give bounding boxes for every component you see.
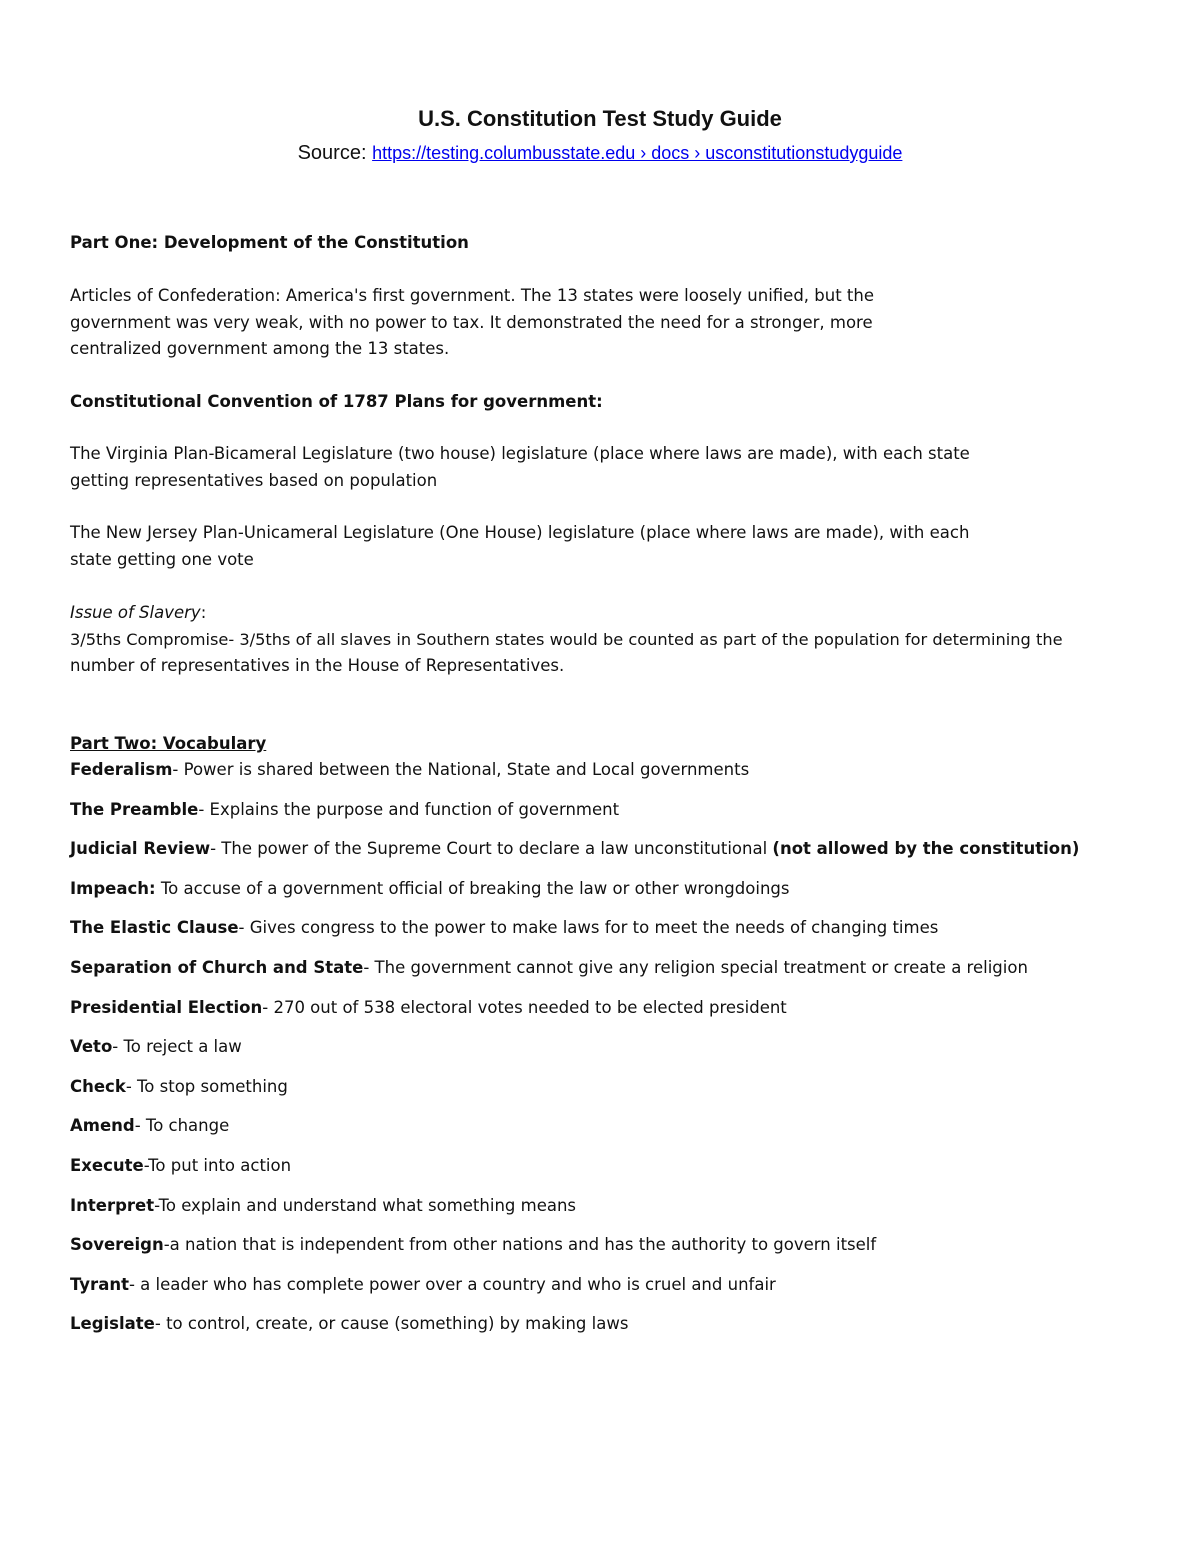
vocab-term: The Preamble bbox=[70, 799, 199, 819]
vocab-term: Tyrant bbox=[70, 1274, 129, 1294]
vocab-definition: -To put into action bbox=[143, 1156, 292, 1175]
vocab-term: Federalism bbox=[70, 760, 173, 779]
vocab-item bbox=[70, 1154, 291, 1178]
vocab-item bbox=[70, 1075, 288, 1099]
slavery-colon: : bbox=[200, 603, 207, 622]
vocab-term: Sovereign bbox=[70, 1235, 164, 1255]
vocab-item bbox=[70, 758, 749, 782]
slavery-label: Issue of Slavery bbox=[70, 603, 201, 622]
vocab-item bbox=[70, 1312, 628, 1336]
vocab-item bbox=[70, 1233, 876, 1257]
vocab-definition: - The government cannot give any religion special treatment or create a religion bbox=[363, 958, 1028, 977]
new-jersey-plan-line: The New Jersey Plan-Unicameral Legislature (One House) legislature (place where laws are made), with each bbox=[70, 523, 970, 542]
vocab-term: Amend bbox=[70, 1116, 135, 1136]
vocab-term: Judicial Review bbox=[70, 839, 211, 859]
vocab-definition: - a leader who has complete power over a country and who is cruel and unfair bbox=[128, 1274, 776, 1294]
articles-paragraph bbox=[70, 283, 1160, 363]
vocab-item bbox=[70, 1114, 229, 1138]
vocab-term: Legislate bbox=[70, 1314, 155, 1334]
source-line bbox=[0, 142, 1200, 165]
source-link[interactable]: https://testing.columbusstate.edu › docs › usconstitutionstudyguide bbox=[372, 143, 903, 163]
vocab-definition: -a nation that is independent from other nations and has the authority to govern itself bbox=[163, 1235, 877, 1255]
virginia-plan-line: getting representatives based on population bbox=[70, 470, 438, 490]
vocab-definition: - The power of the Supreme Court to declare a law unconstitutional bbox=[210, 839, 773, 859]
part-two-heading: Part Two: Vocabulary bbox=[70, 734, 267, 753]
articles-line: centralized government among the 13 states. bbox=[70, 339, 450, 358]
vocab-note: (not allowed by the constitution) bbox=[772, 839, 1080, 859]
vocab-term: Separation of Church and State bbox=[70, 958, 364, 977]
vocab-item bbox=[70, 1194, 576, 1218]
source-label: Source: bbox=[297, 142, 367, 164]
virginia-plan-line: The Virginia Plan-Bicameral Legislature (two house) legislature (place where laws are made), with each state bbox=[70, 444, 970, 463]
document-title: U.S. Constitution Test Study Guide bbox=[418, 106, 782, 131]
vocab-definition: - 270 out of 538 electoral votes needed to be elected president bbox=[262, 997, 787, 1017]
new-jersey-plan-line: state getting one vote bbox=[70, 549, 254, 569]
slavery-heading bbox=[70, 600, 1160, 627]
articles-line: government was very weak, with no power to tax. It demonstrated the need for a stronger, more bbox=[70, 312, 873, 332]
vocab-item bbox=[70, 996, 787, 1020]
virginia-plan-paragraph bbox=[70, 441, 1160, 494]
new-jersey-plan-paragraph bbox=[70, 520, 1160, 573]
vocab-definition: To accuse of a government official of breaking the law or other wrongdoings bbox=[155, 878, 790, 898]
vocab-definition: - To change bbox=[134, 1116, 230, 1136]
vocab-definition: - To stop something bbox=[125, 1076, 288, 1096]
vocab-term: Check bbox=[70, 1076, 126, 1096]
vocab-definition: - Power is shared between the National, State and Local governments bbox=[172, 760, 750, 779]
vocab-term: Presidential Election bbox=[70, 997, 263, 1017]
convention-heading: Constitutional Convention of 1787 Plans for government: bbox=[70, 392, 603, 411]
vocab-item bbox=[70, 956, 1028, 980]
compromise-line: 3/5ths Compromise- 3/5ths of all slaves in Southern states would be counted as part of the population for determining the bbox=[70, 629, 1063, 649]
vocab-definition: - to control, create, or cause (something) by making laws bbox=[154, 1314, 629, 1334]
vocab-item bbox=[70, 798, 619, 822]
vocab-term: Veto bbox=[70, 1037, 113, 1057]
vocab-definition: -To explain and understand what something means bbox=[154, 1195, 577, 1215]
vocab-term: Impeach: bbox=[70, 878, 156, 898]
vocab-term: Execute bbox=[70, 1156, 144, 1175]
vocab-item bbox=[70, 837, 1079, 861]
slavery-section bbox=[70, 600, 1160, 680]
compromise-line: number of representatives in the House of Representatives. bbox=[70, 656, 565, 675]
vocab-item bbox=[70, 877, 789, 901]
part-one-heading: Part One: Development of the Constitution bbox=[70, 233, 469, 252]
vocab-term: The Elastic Clause bbox=[70, 918, 239, 938]
vocab-item bbox=[70, 1273, 776, 1297]
vocab-term: Interpret bbox=[70, 1195, 155, 1215]
vocab-definition: - Gives congress to the power to make laws for to meet the needs of changing times bbox=[238, 918, 939, 938]
articles-line: Articles of Confederation: America's first government. The 13 states were loosely unified, but the bbox=[70, 286, 875, 305]
vocab-item bbox=[70, 1035, 242, 1059]
vocab-definition: - Explains the purpose and function of government bbox=[198, 799, 620, 819]
vocab-definition: - To reject a law bbox=[112, 1037, 242, 1057]
vocab-item bbox=[70, 916, 938, 940]
